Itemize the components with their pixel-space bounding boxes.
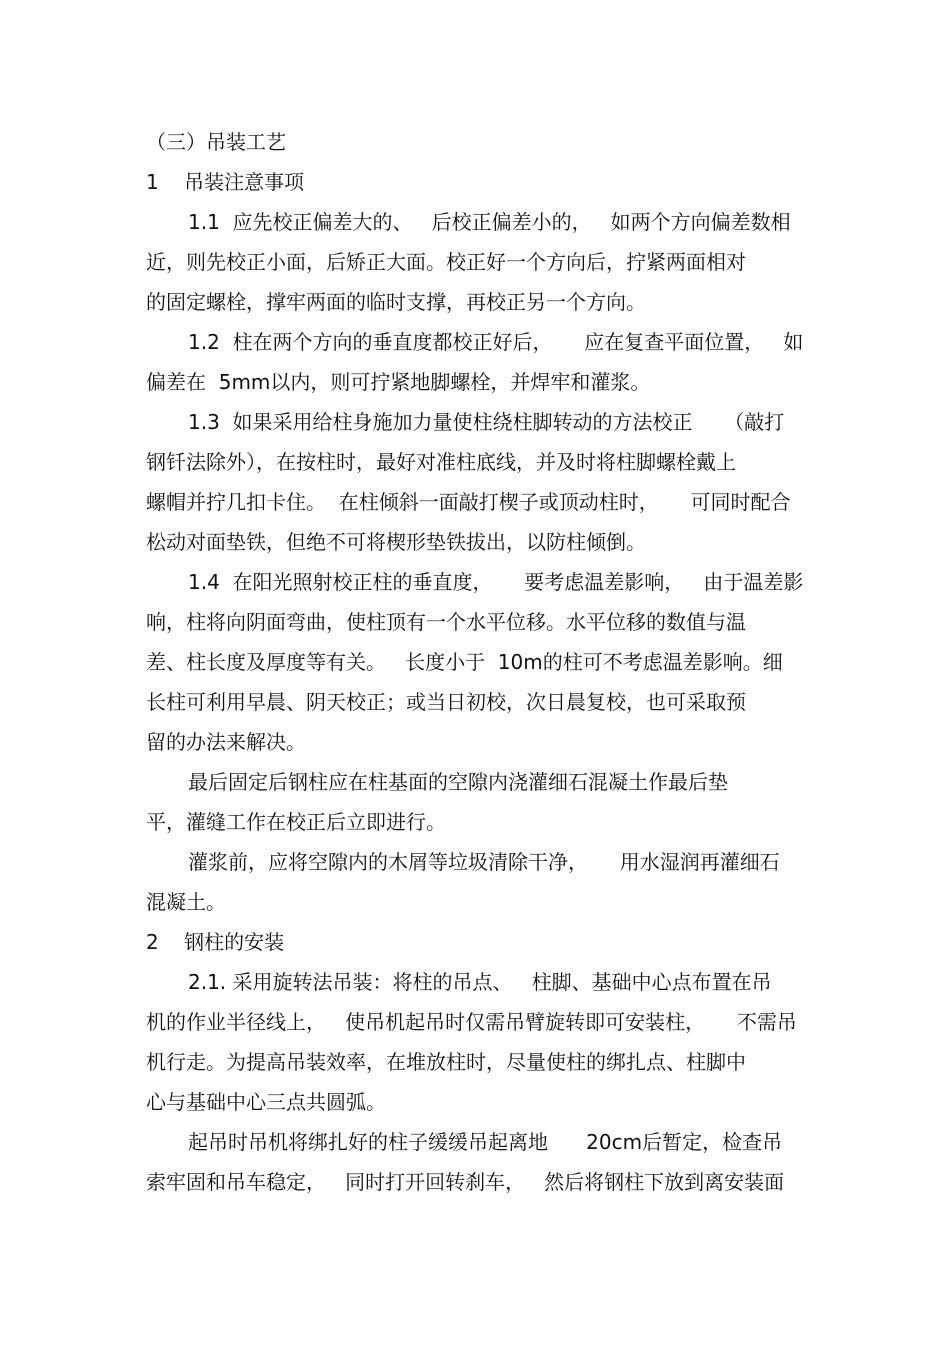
paragraph-line: 1.2 柱在两个方向的垂直度都校正好后， 应在复查平面位置， 如: [188, 330, 804, 354]
paragraph-line: 螺帽并拧几扣卡住。 在柱倾斜一面敲打楔子或顶动柱时， 可同时配合: [146, 490, 791, 514]
paragraph-line: 机行走。为提高吊装效率，在堆放柱时，尽量使柱的绑扎点、柱脚中: [146, 1050, 746, 1074]
paragraph-line: 起吊时吊机将绑扎好的柱子缓缓吊起离地 20cm后暂定，检查吊: [188, 1130, 783, 1154]
paragraph-line: 的固定螺栓，撑牢两面的临时支撑，再校正另一个方向。: [146, 290, 646, 314]
paragraph-line: 1.1 应先校正偏差大的、 后校正偏差小的， 如两个方向偏差数相: [188, 210, 791, 234]
heading-column-installation: 2 钢柱的安装: [146, 930, 285, 954]
paragraph-line: 近，则先校正小面，后矫正大面。校正好一个方向后，拧紧两面相对: [146, 250, 746, 274]
paragraph-line: 1.4 在阳光照射校正柱的垂直度， 要考虑温差影响， 由于温差影: [188, 570, 804, 594]
paragraph-line: 偏差在 5mm以内，则可拧紧地脚螺栓，并焊牢和灌浆。: [146, 370, 651, 394]
paragraph-line: 长柱可利用早晨、阴天校正；或当日初校，次日晨复校，也可采取预: [146, 690, 746, 714]
section-title: （三）吊装工艺: [146, 130, 286, 154]
paragraph-line: 1.3 如果采用给柱身施加力量使柱绕柱脚转动的方法校正 （敲打: [188, 410, 785, 434]
paragraph-line: 松动对面垫铁，但绝不可将楔形垫铁拔出，以防柱倾倒。: [146, 530, 646, 554]
paragraph-line: 2.1. 采用旋转法吊装：将柱的吊点、 柱脚、基础中心点布置在吊: [188, 970, 772, 994]
paragraph-line: 钢钎法除外），在按柱时，最好对准柱底线，并及时将柱脚螺栓戴上: [146, 450, 736, 474]
paragraph-line: 混凝土。: [146, 890, 226, 914]
paragraph-line: 最后固定后钢柱应在柱基面的空隙内浇灌细石混凝土作最后垫: [188, 770, 728, 794]
paragraph-line: 留的办法来解决。: [146, 730, 306, 754]
paragraph-line: 心与基础中心三点共圆弧。: [146, 1090, 386, 1114]
paragraph-line: 索牢固和吊车稳定， 同时打开回转刹车， 然后将钢柱下放到离安装面: [146, 1170, 785, 1194]
paragraph-line: 灌浆前，应将空隙内的木屑等垃圾清除干净， 用水湿润再灌细石: [188, 850, 780, 874]
heading-lifting-notes: 1 吊装注意事项: [146, 170, 305, 194]
paragraph-line: 差、柱长度及厚度等有关。 长度小于 10m的柱可不考虑温差影响。细: [146, 650, 783, 674]
paragraph-line: 机的作业半径线上， 使吊机起吊时仅需吊臂旋转即可安装柱， 不需吊: [146, 1010, 797, 1034]
paragraph-line: 响，柱将向阴面弯曲，使柱顶有一个水平位移。水平位移的数值与温: [146, 610, 746, 634]
paragraph-line: 平，灌缝工作在校正后立即进行。: [146, 810, 446, 834]
